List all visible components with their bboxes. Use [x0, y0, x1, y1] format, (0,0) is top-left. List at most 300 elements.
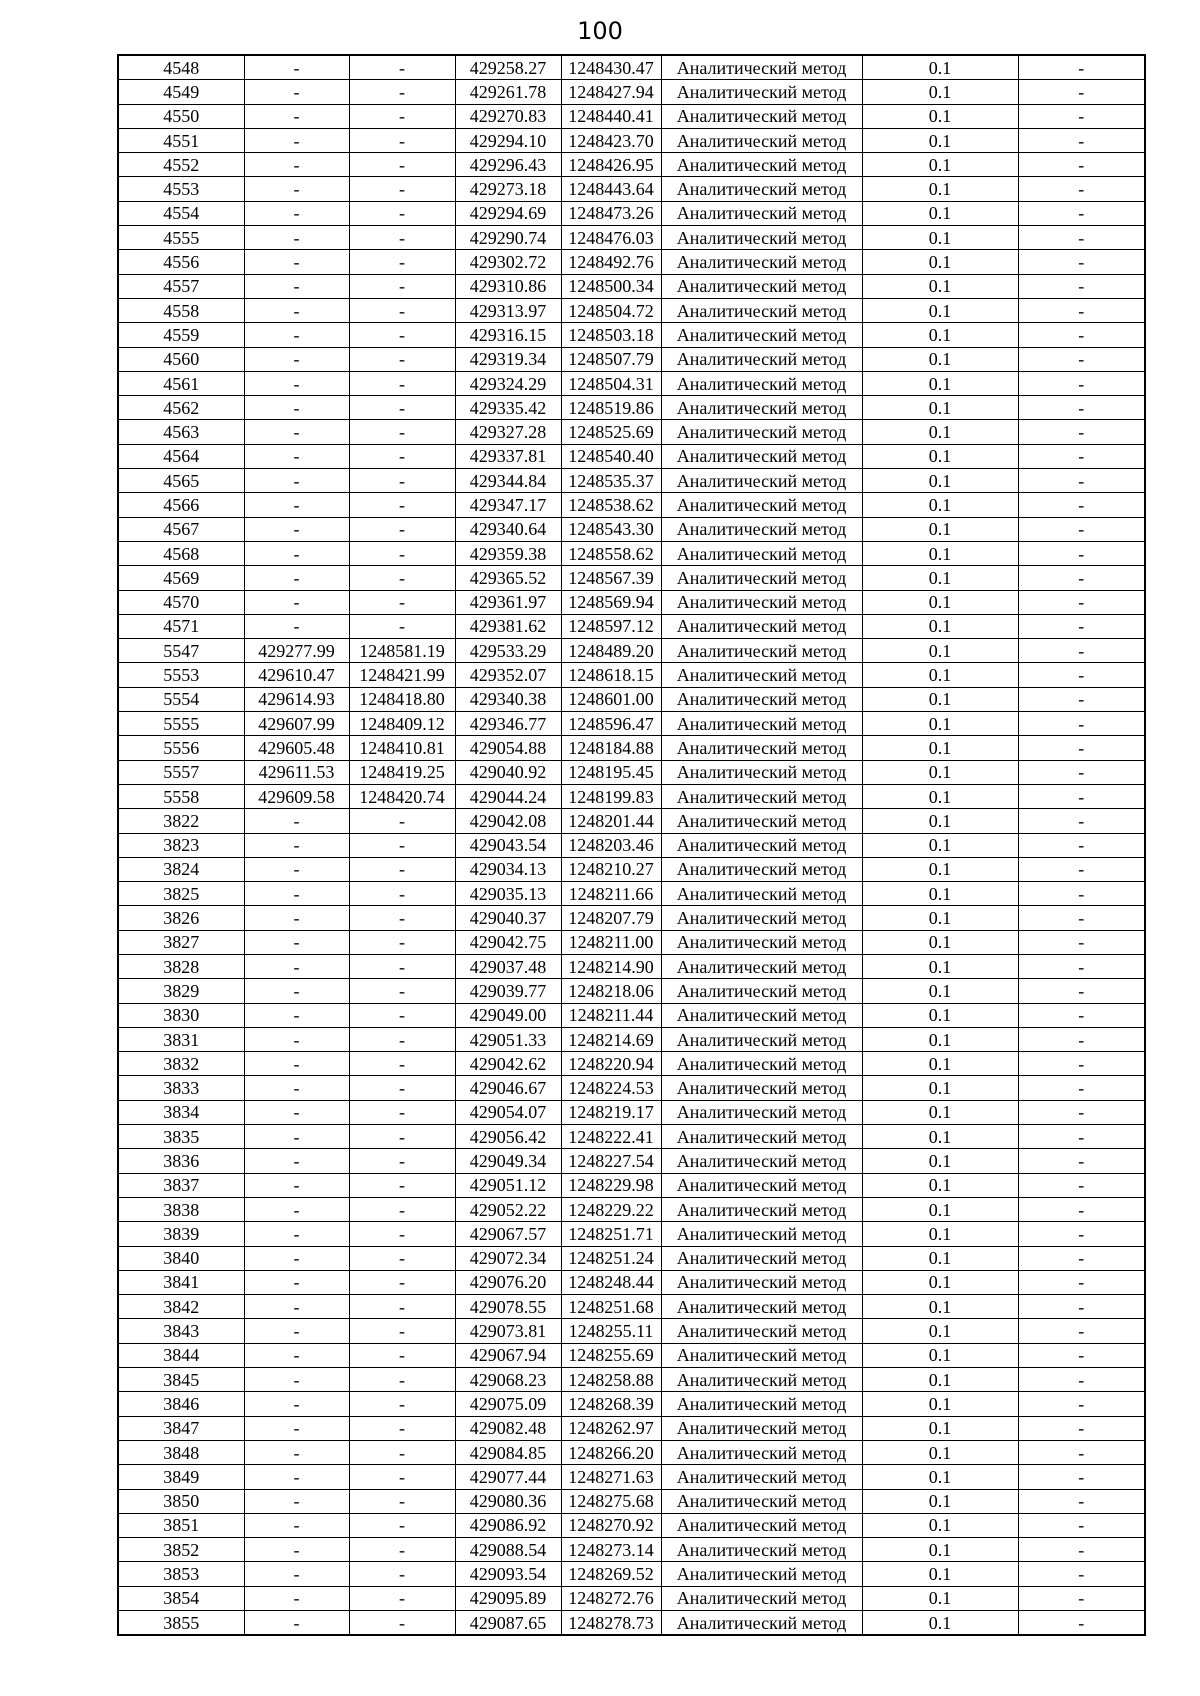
point-number-cell: 3834 — [118, 1100, 244, 1124]
new-y-cell: 1248251.24 — [561, 1246, 661, 1270]
table-row — [118, 1270, 1145, 1294]
new-x-cell: 429086.92 — [455, 1513, 561, 1537]
note-cell: - — [1018, 882, 1145, 906]
old-y-cell: - — [349, 80, 455, 104]
accuracy-cell: 0.1 — [862, 1538, 1018, 1562]
old-y-cell: - — [349, 1368, 455, 1392]
new-y-cell: 1248473.26 — [561, 201, 661, 225]
old-x-cell: - — [244, 396, 349, 420]
old-x-cell: - — [244, 226, 349, 250]
method-cell: Аналитический метод — [661, 639, 862, 663]
old-x-cell: - — [244, 323, 349, 347]
old-y-cell: - — [349, 226, 455, 250]
point-number-cell: 5555 — [118, 712, 244, 736]
point-number-cell: 5547 — [118, 639, 244, 663]
new-y-cell: 1248504.31 — [561, 371, 661, 395]
old-x-cell: - — [244, 444, 349, 468]
new-x-cell: 429044.24 — [455, 784, 561, 808]
note-cell: - — [1018, 1368, 1145, 1392]
point-number-cell: 3848 — [118, 1440, 244, 1464]
method-cell: Аналитический метод — [661, 1368, 862, 1392]
old-x-cell: 429611.53 — [244, 760, 349, 784]
new-x-cell: 429302.72 — [455, 250, 561, 274]
point-number-cell: 3831 — [118, 1027, 244, 1051]
table-row — [118, 1392, 1145, 1416]
old-y-cell: - — [349, 347, 455, 371]
accuracy-cell: 0.1 — [862, 1465, 1018, 1489]
point-number-cell: 3849 — [118, 1465, 244, 1489]
method-cell: Аналитический метод — [661, 930, 862, 954]
old-y-cell: - — [349, 1465, 455, 1489]
old-y-cell: - — [349, 1270, 455, 1294]
method-cell: Аналитический метод — [661, 104, 862, 128]
point-number-cell: 4554 — [118, 201, 244, 225]
accuracy-cell: 0.1 — [862, 590, 1018, 614]
new-x-cell: 429042.08 — [455, 809, 561, 833]
accuracy-cell: 0.1 — [862, 347, 1018, 371]
new-y-cell: 1248255.69 — [561, 1343, 661, 1367]
old-y-cell: - — [349, 1489, 455, 1513]
accuracy-cell: 0.1 — [862, 760, 1018, 784]
method-cell: Аналитический метод — [661, 1319, 862, 1343]
accuracy-cell: 0.1 — [862, 1295, 1018, 1319]
accuracy-cell: 0.1 — [862, 1368, 1018, 1392]
new-x-cell: 429051.12 — [455, 1173, 561, 1197]
old-x-cell: - — [244, 833, 349, 857]
new-x-cell: 429068.23 — [455, 1368, 561, 1392]
new-x-cell: 429093.54 — [455, 1562, 561, 1586]
method-cell: Аналитический метод — [661, 128, 862, 152]
page-number: 100 — [577, 17, 623, 45]
old-y-cell: - — [349, 1295, 455, 1319]
old-x-cell: - — [244, 1173, 349, 1197]
point-number-cell: 3854 — [118, 1586, 244, 1610]
new-y-cell: 1248597.12 — [561, 614, 661, 638]
old-x-cell: - — [244, 1100, 349, 1124]
old-x-cell: - — [244, 1270, 349, 1294]
note-cell: - — [1018, 201, 1145, 225]
table-row — [118, 1149, 1145, 1173]
new-y-cell: 1248489.20 — [561, 639, 661, 663]
new-y-cell: 1248443.64 — [561, 177, 661, 201]
note-cell: - — [1018, 566, 1145, 590]
old-y-cell: - — [349, 469, 455, 493]
old-y-cell: - — [349, 857, 455, 881]
accuracy-cell: 0.1 — [862, 1440, 1018, 1464]
old-x-cell: 429609.58 — [244, 784, 349, 808]
accuracy-cell: 0.1 — [862, 128, 1018, 152]
table-row — [118, 1076, 1145, 1100]
new-x-cell: 429533.29 — [455, 639, 561, 663]
new-x-cell: 429087.65 — [455, 1611, 561, 1636]
point-number-cell: 4562 — [118, 396, 244, 420]
new-x-cell: 429352.07 — [455, 663, 561, 687]
accuracy-cell: 0.1 — [862, 323, 1018, 347]
new-y-cell: 1248558.62 — [561, 541, 661, 565]
new-y-cell: 1248618.15 — [561, 663, 661, 687]
accuracy-cell: 0.1 — [862, 639, 1018, 663]
note-cell: - — [1018, 639, 1145, 663]
accuracy-cell: 0.1 — [862, 1076, 1018, 1100]
method-cell: Аналитический метод — [661, 371, 862, 395]
method-cell: Аналитический метод — [661, 1197, 862, 1221]
new-y-cell: 1248538.62 — [561, 493, 661, 517]
table-row — [118, 444, 1145, 468]
new-x-cell: 429337.81 — [455, 444, 561, 468]
old-x-cell: - — [244, 1149, 349, 1173]
note-cell: - — [1018, 590, 1145, 614]
old-y-cell: - — [349, 153, 455, 177]
note-cell: - — [1018, 954, 1145, 978]
new-x-cell: 429049.34 — [455, 1149, 561, 1173]
new-y-cell: 1248251.71 — [561, 1222, 661, 1246]
old-x-cell: - — [244, 201, 349, 225]
note-cell: - — [1018, 1100, 1145, 1124]
old-y-cell: - — [349, 128, 455, 152]
new-y-cell: 1248248.44 — [561, 1270, 661, 1294]
accuracy-cell: 0.1 — [862, 226, 1018, 250]
point-number-cell: 4564 — [118, 444, 244, 468]
old-x-cell: - — [244, 153, 349, 177]
old-y-cell: - — [349, 1076, 455, 1100]
new-x-cell: 429076.20 — [455, 1270, 561, 1294]
old-x-cell: - — [244, 1076, 349, 1100]
method-cell: Аналитический метод — [661, 1173, 862, 1197]
old-x-cell: - — [244, 1125, 349, 1149]
new-y-cell: 1248251.68 — [561, 1295, 661, 1319]
old-y-cell: - — [349, 1611, 455, 1636]
new-y-cell: 1248535.37 — [561, 469, 661, 493]
point-number-cell: 4569 — [118, 566, 244, 590]
new-y-cell: 1248255.11 — [561, 1319, 661, 1343]
point-number-cell: 5554 — [118, 687, 244, 711]
point-number-cell: 5556 — [118, 736, 244, 760]
note-cell: - — [1018, 687, 1145, 711]
point-number-cell: 3839 — [118, 1222, 244, 1246]
point-number-cell: 3841 — [118, 1270, 244, 1294]
note-cell: - — [1018, 1465, 1145, 1489]
new-y-cell: 1248262.97 — [561, 1416, 661, 1440]
old-y-cell: 1248418.80 — [349, 687, 455, 711]
accuracy-cell: 0.1 — [862, 784, 1018, 808]
new-x-cell: 429077.44 — [455, 1465, 561, 1489]
method-cell: Аналитический метод — [661, 493, 862, 517]
method-cell: Аналитический метод — [661, 1027, 862, 1051]
old-x-cell: - — [244, 1538, 349, 1562]
new-y-cell: 1248227.54 — [561, 1149, 661, 1173]
new-y-cell: 1248278.73 — [561, 1611, 661, 1636]
point-number-cell: 3830 — [118, 1003, 244, 1027]
note-cell: - — [1018, 1149, 1145, 1173]
method-cell: Аналитический метод — [661, 687, 862, 711]
new-y-cell: 1248222.41 — [561, 1125, 661, 1149]
new-x-cell: 429313.97 — [455, 298, 561, 322]
table-row — [118, 1052, 1145, 1076]
accuracy-cell: 0.1 — [862, 1513, 1018, 1537]
table-row — [118, 614, 1145, 638]
accuracy-cell: 0.1 — [862, 420, 1018, 444]
table-row — [118, 882, 1145, 906]
old-y-cell: - — [349, 1440, 455, 1464]
new-x-cell: 429042.62 — [455, 1052, 561, 1076]
new-x-cell: 429310.86 — [455, 274, 561, 298]
point-number-cell: 4571 — [118, 614, 244, 638]
accuracy-cell: 0.1 — [862, 687, 1018, 711]
point-number-cell: 3832 — [118, 1052, 244, 1076]
new-x-cell: 429340.64 — [455, 517, 561, 541]
old-y-cell: - — [349, 298, 455, 322]
old-y-cell: 1248581.19 — [349, 639, 455, 663]
point-number-cell: 3836 — [118, 1149, 244, 1173]
table-row — [118, 1440, 1145, 1464]
table-row — [118, 1027, 1145, 1051]
old-x-cell: - — [244, 104, 349, 128]
method-cell: Аналитический метод — [661, 1343, 862, 1367]
old-x-cell: - — [244, 1295, 349, 1319]
table-row — [118, 1489, 1145, 1513]
old-y-cell: - — [349, 809, 455, 833]
accuracy-cell: 0.1 — [862, 614, 1018, 638]
new-y-cell: 1248211.44 — [561, 1003, 661, 1027]
accuracy-cell: 0.1 — [862, 906, 1018, 930]
new-y-cell: 1248211.00 — [561, 930, 661, 954]
accuracy-cell: 0.1 — [862, 371, 1018, 395]
old-x-cell: 429607.99 — [244, 712, 349, 736]
old-x-cell: 429605.48 — [244, 736, 349, 760]
new-x-cell: 429294.69 — [455, 201, 561, 225]
note-cell: - — [1018, 274, 1145, 298]
method-cell: Аналитический метод — [661, 906, 862, 930]
new-x-cell: 429039.77 — [455, 979, 561, 1003]
table-row — [118, 80, 1145, 104]
old-x-cell: - — [244, 857, 349, 881]
new-y-cell: 1248273.14 — [561, 1538, 661, 1562]
accuracy-cell: 0.1 — [862, 1489, 1018, 1513]
new-y-cell: 1248601.00 — [561, 687, 661, 711]
old-y-cell: 1248409.12 — [349, 712, 455, 736]
method-cell: Аналитический метод — [661, 1586, 862, 1610]
method-cell: Аналитический метод — [661, 1392, 862, 1416]
old-y-cell: - — [349, 930, 455, 954]
old-y-cell: 1248410.81 — [349, 736, 455, 760]
table-row — [118, 930, 1145, 954]
old-y-cell: - — [349, 614, 455, 638]
new-x-cell: 429037.48 — [455, 954, 561, 978]
method-cell: Аналитический метод — [661, 1562, 862, 1586]
accuracy-cell: 0.1 — [862, 1246, 1018, 1270]
old-y-cell: - — [349, 1052, 455, 1076]
table-row — [118, 979, 1145, 1003]
note-cell: - — [1018, 736, 1145, 760]
note-cell: - — [1018, 1586, 1145, 1610]
method-cell: Аналитический метод — [661, 809, 862, 833]
note-cell: - — [1018, 517, 1145, 541]
note-cell: - — [1018, 1319, 1145, 1343]
old-y-cell: - — [349, 1513, 455, 1537]
old-x-cell: - — [244, 590, 349, 614]
new-x-cell: 429319.34 — [455, 347, 561, 371]
accuracy-cell: 0.1 — [862, 954, 1018, 978]
old-y-cell: - — [349, 104, 455, 128]
accuracy-cell: 0.1 — [862, 1270, 1018, 1294]
point-number-cell: 3844 — [118, 1343, 244, 1367]
new-x-cell: 429067.94 — [455, 1343, 561, 1367]
new-x-cell: 429316.15 — [455, 323, 561, 347]
point-number-cell: 4549 — [118, 80, 244, 104]
new-y-cell: 1248272.76 — [561, 1586, 661, 1610]
method-cell: Аналитический метод — [661, 1003, 862, 1027]
method-cell: Аналитический метод — [661, 80, 862, 104]
point-number-cell: 3833 — [118, 1076, 244, 1100]
old-y-cell: 1248421.99 — [349, 663, 455, 687]
new-x-cell: 429040.92 — [455, 760, 561, 784]
accuracy-cell: 0.1 — [862, 80, 1018, 104]
table-row — [118, 177, 1145, 201]
new-x-cell: 429078.55 — [455, 1295, 561, 1319]
old-x-cell: - — [244, 1319, 349, 1343]
new-x-cell: 429042.75 — [455, 930, 561, 954]
point-number-cell: 4551 — [118, 128, 244, 152]
old-y-cell: - — [349, 1149, 455, 1173]
accuracy-cell: 0.1 — [862, 177, 1018, 201]
new-x-cell: 429051.33 — [455, 1027, 561, 1051]
new-y-cell: 1248543.30 — [561, 517, 661, 541]
new-y-cell: 1248207.79 — [561, 906, 661, 930]
new-y-cell: 1248214.90 — [561, 954, 661, 978]
old-x-cell: - — [244, 566, 349, 590]
old-y-cell: - — [349, 906, 455, 930]
new-x-cell: 429054.07 — [455, 1100, 561, 1124]
method-cell: Аналитический метод — [661, 1538, 862, 1562]
accuracy-cell: 0.1 — [862, 444, 1018, 468]
table-row — [118, 153, 1145, 177]
table-row — [118, 298, 1145, 322]
point-number-cell: 4556 — [118, 250, 244, 274]
old-x-cell: - — [244, 1392, 349, 1416]
new-x-cell: 429340.38 — [455, 687, 561, 711]
point-number-cell: 3847 — [118, 1416, 244, 1440]
note-cell: - — [1018, 979, 1145, 1003]
note-cell: - — [1018, 80, 1145, 104]
new-x-cell: 429084.85 — [455, 1440, 561, 1464]
new-y-cell: 1248427.94 — [561, 80, 661, 104]
table-row — [118, 663, 1145, 687]
table-row — [118, 1222, 1145, 1246]
accuracy-cell: 0.1 — [862, 1197, 1018, 1221]
accuracy-cell: 0.1 — [862, 517, 1018, 541]
new-x-cell: 429049.00 — [455, 1003, 561, 1027]
old-x-cell: - — [244, 298, 349, 322]
accuracy-cell: 0.1 — [862, 469, 1018, 493]
point-number-cell: 3853 — [118, 1562, 244, 1586]
point-number-cell: 4555 — [118, 226, 244, 250]
note-cell: - — [1018, 1246, 1145, 1270]
new-x-cell: 429273.18 — [455, 177, 561, 201]
table-row — [118, 323, 1145, 347]
accuracy-cell: 0.1 — [862, 1003, 1018, 1027]
new-y-cell: 1248423.70 — [561, 128, 661, 152]
method-cell: Аналитический метод — [661, 736, 862, 760]
new-y-cell: 1248199.83 — [561, 784, 661, 808]
point-number-cell: 5558 — [118, 784, 244, 808]
method-cell: Аналитический метод — [661, 226, 862, 250]
table-row — [118, 1003, 1145, 1027]
new-x-cell: 429056.42 — [455, 1125, 561, 1149]
old-x-cell: - — [244, 906, 349, 930]
table-row — [118, 760, 1145, 784]
old-x-cell: - — [244, 1465, 349, 1489]
new-y-cell: 1248266.20 — [561, 1440, 661, 1464]
old-y-cell: - — [349, 1392, 455, 1416]
note-cell: - — [1018, 760, 1145, 784]
accuracy-cell: 0.1 — [862, 1586, 1018, 1610]
new-x-cell: 429052.22 — [455, 1197, 561, 1221]
old-x-cell: - — [244, 274, 349, 298]
new-y-cell: 1248219.17 — [561, 1100, 661, 1124]
point-number-cell: 3855 — [118, 1611, 244, 1636]
note-cell: - — [1018, 614, 1145, 638]
old-y-cell: - — [349, 979, 455, 1003]
new-y-cell: 1248195.45 — [561, 760, 661, 784]
method-cell: Аналитический метод — [661, 55, 862, 80]
point-number-cell: 4570 — [118, 590, 244, 614]
old-y-cell: - — [349, 590, 455, 614]
accuracy-cell: 0.1 — [862, 1392, 1018, 1416]
new-x-cell: 429075.09 — [455, 1392, 561, 1416]
table-row — [118, 226, 1145, 250]
new-y-cell: 1248596.47 — [561, 712, 661, 736]
point-number-cell: 5557 — [118, 760, 244, 784]
method-cell: Аналитический метод — [661, 420, 862, 444]
method-cell: Аналитический метод — [661, 1416, 862, 1440]
note-cell: - — [1018, 809, 1145, 833]
old-y-cell: - — [349, 493, 455, 517]
table-row — [118, 128, 1145, 152]
new-y-cell: 1248201.44 — [561, 809, 661, 833]
accuracy-cell: 0.1 — [862, 1125, 1018, 1149]
note-cell: - — [1018, 1440, 1145, 1464]
old-y-cell: - — [349, 250, 455, 274]
new-x-cell: 429095.89 — [455, 1586, 561, 1610]
note-cell: - — [1018, 323, 1145, 347]
new-x-cell: 429034.13 — [455, 857, 561, 881]
table-row — [118, 1173, 1145, 1197]
old-x-cell: - — [244, 1222, 349, 1246]
point-number-cell: 3842 — [118, 1295, 244, 1319]
old-y-cell: - — [349, 1538, 455, 1562]
old-x-cell: - — [244, 1343, 349, 1367]
note-cell: - — [1018, 1076, 1145, 1100]
accuracy-cell: 0.1 — [862, 1319, 1018, 1343]
new-y-cell: 1248503.18 — [561, 323, 661, 347]
old-x-cell: - — [244, 954, 349, 978]
point-number-cell: 4560 — [118, 347, 244, 371]
table-body — [118, 55, 1145, 1635]
old-y-cell: - — [349, 1125, 455, 1149]
old-x-cell: - — [244, 1416, 349, 1440]
method-cell: Аналитический метод — [661, 250, 862, 274]
new-x-cell: 429046.67 — [455, 1076, 561, 1100]
table-row — [118, 250, 1145, 274]
new-x-cell: 429290.74 — [455, 226, 561, 250]
note-cell: - — [1018, 857, 1145, 881]
note-cell: - — [1018, 906, 1145, 930]
old-y-cell: - — [349, 396, 455, 420]
accuracy-cell: 0.1 — [862, 663, 1018, 687]
new-y-cell: 1248569.94 — [561, 590, 661, 614]
note-cell: - — [1018, 1343, 1145, 1367]
new-x-cell: 429035.13 — [455, 882, 561, 906]
